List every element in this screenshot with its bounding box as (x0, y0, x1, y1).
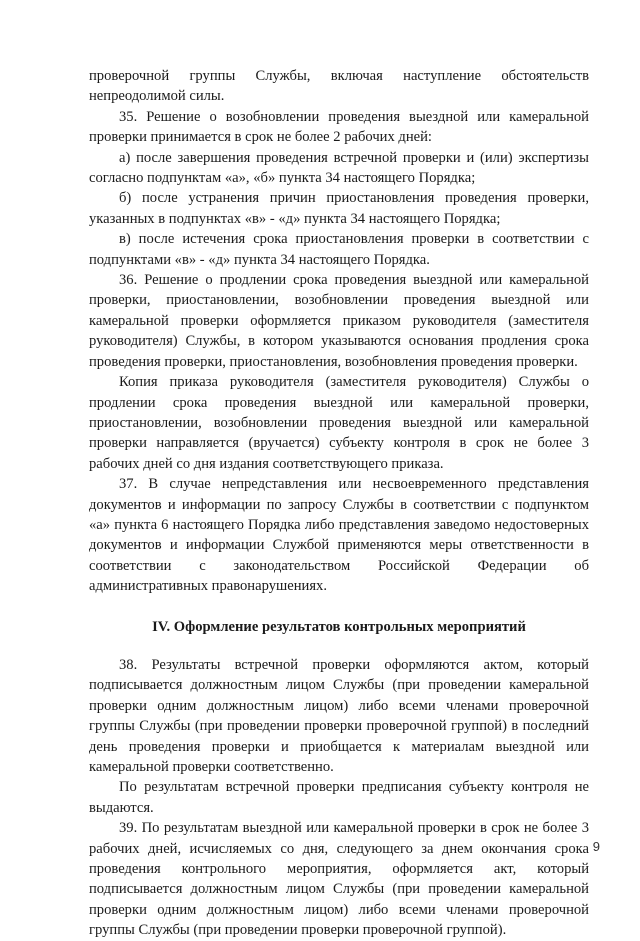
paragraph: б) после устранения причин приостановления проведения проверки, указанных в подпунктах «в» - «д» пункта 34 настоящего Порядка; (89, 190, 589, 227)
paragraph: 38. Результаты встречной проверки оформляются актом, который подписывается должностным лицом Службы (при проведении камеральной проверки одним должностным лицом) либо всеми членами проверочной группы Службы (при проведении проверки проверочной группой) в последний день проведения проверки и приобщается к материалам выездной или камеральной проверки соответственно. (89, 656, 589, 775)
paragraph: 35. Решение о возобновлении проведения выездной или камеральной проверки принимается в срок не более 2 рабочих дней: (89, 108, 589, 146)
paragraph: 39. По результатам выездной или камеральной проверки в срок не более 3 рабочих дней, исчисляемых со дня, следующего за днем окончания срока проведения контрольного мероприятия, оформляется акт, который подписывается должностным лицом Службы (при проведении камеральной проверки одним должностным лицом) либо всеми членами проверочной группы Службы (при проведении проверки проверочной группой). (89, 820, 589, 939)
paragraph: По результатам встречной проверки предписания субъекту контроля не выдаются. (89, 779, 589, 816)
section-heading: IV. Оформление результатов контрольных мероприятий (152, 618, 526, 635)
paragraph: Копия приказа руководителя (заместителя руководителя) Службы о продлении срока проведения выездной или камеральной проверки, приостановлении, возобновлении проведения выездной или камеральной проверки направляется (вручается) субъекту контроля в срок не более 3 рабочих дней со дня издания соответствующего приказа. (89, 374, 589, 472)
paragraph: проверочной группы Службы, включая наступление обстоятельств непреодолимой силы. (89, 68, 589, 105)
paragraph: 37. В случае непредставления или несвоевременного представления документов и информации по запросу Службы в соответствии с подпунктом «а» пункта 6 настоящего Порядка либо представления заведомо недостоверных документов и информации Службой применяются меры ответственности в соответствии с законодательством Российской Федерации об административных правонарушениях. (89, 476, 589, 595)
page-number: 9 (592, 839, 600, 854)
text-block (89, 66, 589, 941)
paragraph: в) после истечения срока приостановления проверки в соответствии с подпунктами «в» - «д» пункта 34 настоящего Порядка. (89, 231, 589, 268)
paragraphs-before (89, 66, 589, 597)
paragraph: 36. Решение о продлении срока проведения выездной или камеральной проверки, приостановлении, возобновлении проведения выездной или камеральной проверки оформляется приказом руководителя (заместителя руководителя) Службы, в котором указываются основания продления срока проведения проверки, приостановления, возобновления проведения проверки. (89, 272, 589, 370)
paragraphs-after (89, 655, 589, 941)
paragraph: а) после завершения проведения встречной проверки и (или) экспертизы согласно подпунктам «а», «б» пункта 34 настоящего Порядка; (89, 149, 589, 187)
